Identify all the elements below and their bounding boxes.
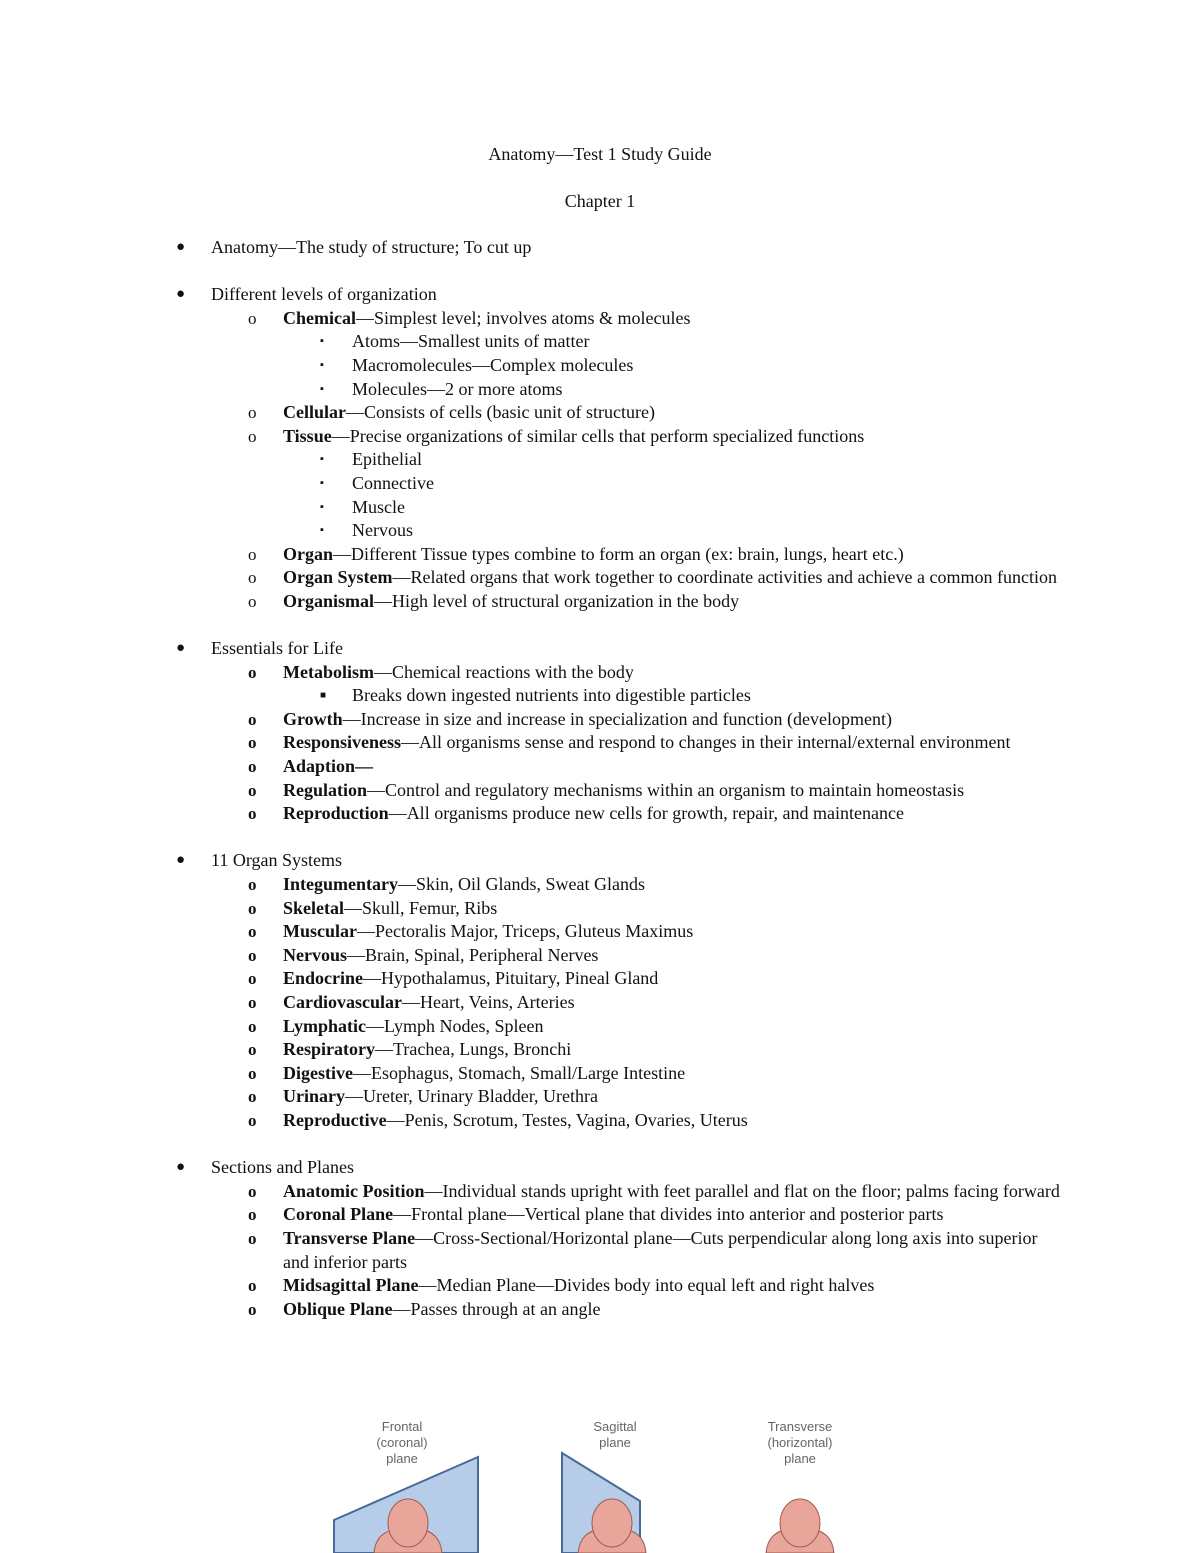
square-marker: ▪ <box>320 524 324 537</box>
outline-section <box>0 1156 1200 1321</box>
outline-item <box>0 944 1063 968</box>
item-term: Growth <box>283 708 343 729</box>
section-heading-text: Different levels of organization <box>211 284 437 305</box>
item-description: —Trachea, Lungs, Bronchi <box>374 1039 572 1060</box>
sub-item <box>0 472 1200 496</box>
section-heading-text: Sections and Planes <box>211 1157 354 1178</box>
section-heading-text: Essentials for Life <box>211 638 343 659</box>
item-term: Cardiovascular <box>283 992 402 1012</box>
circle-marker: o <box>248 568 257 588</box>
item-term: Coronal Plane <box>283 1204 394 1225</box>
square-marker: ▪ <box>320 358 324 371</box>
section-heading-text: Anatomy—The study of structure; To cut up <box>211 237 532 257</box>
square-marker: ■ <box>320 690 327 702</box>
frontal-label-2: (coronal) <box>376 1435 428 1450</box>
outline-item <box>0 543 1063 567</box>
outline-item <box>0 755 1063 779</box>
item-description: —Cross-Sectional/Horizontal plane—Cuts perpendicular along long axis into superior and inferior parts <box>283 1227 1038 1272</box>
circle-marker: o <box>248 1040 257 1060</box>
transverse-head-shape <box>766 1499 834 1553</box>
sagittal-label-2: plane <box>599 1435 631 1450</box>
item-term: Endocrine <box>283 968 364 989</box>
outline-item <box>0 1274 1063 1298</box>
circle-marker: o <box>248 591 257 611</box>
item-description: —Brain, Spinal, Peripheral Nerves <box>347 944 599 965</box>
item-term: Transverse Plane <box>283 1227 416 1248</box>
item-description: —All organisms sense and respond to changes in their internal/external environment <box>401 732 1011 753</box>
circle-marker: o <box>248 945 257 965</box>
outline-item <box>0 1015 1063 1039</box>
sagittal-plane-illustration <box>562 1419 646 1553</box>
square-marker: ▪ <box>320 335 324 348</box>
circle-marker: o <box>248 709 257 729</box>
square-marker: ▪ <box>320 382 324 395</box>
item-term: Regulation <box>283 779 368 800</box>
bullet-marker: ● <box>176 286 186 303</box>
item-description: —Chemical reactions with the body <box>373 661 634 682</box>
bullet-marker: ● <box>176 1159 186 1176</box>
circle-marker: o <box>248 1228 257 1248</box>
item-term: Nervous <box>283 944 347 965</box>
item-term: Organismal <box>283 590 375 611</box>
square-marker: ▪ <box>320 453 324 466</box>
outline-item <box>0 1109 1063 1133</box>
transverse-plane-illustration <box>766 1419 834 1553</box>
item-term: Urinary <box>283 1086 345 1107</box>
section-heading <box>0 637 1200 661</box>
item-description: —Different Tissue types combine to form an organ (ex: brain, lungs, heart etc.) <box>333 543 904 564</box>
item-term: Digestive <box>283 1062 353 1083</box>
circle-marker: o <box>248 804 257 824</box>
circle-marker: o <box>248 898 257 918</box>
transverse-label-3: plane <box>784 1451 816 1466</box>
item-term: Organ System <box>283 567 393 588</box>
section-heading <box>0 283 1200 307</box>
item-description: —Heart, Veins, Arteries <box>402 992 575 1012</box>
circle-marker: o <box>248 969 257 989</box>
frontal-label-3: plane <box>386 1451 418 1466</box>
item-term: Respiratory <box>283 1039 375 1060</box>
circle-marker: o <box>248 757 257 777</box>
circle-marker: o <box>248 733 257 753</box>
circle-marker: o <box>248 1181 257 1201</box>
sub-item <box>0 496 1200 520</box>
item-term: Midsagittal Plane <box>283 1275 419 1296</box>
item-description: —Median Plane—Divides body into equal left and right halves <box>418 1275 875 1296</box>
circle-marker: o <box>248 993 257 1012</box>
section-heading <box>0 1156 1200 1180</box>
circle-marker: o <box>248 426 257 446</box>
item-description: —Consists of cells (basic unit of structure) <box>346 402 655 423</box>
item-description: —Pectoralis Major, Triceps, Gluteus Maximus <box>357 921 694 942</box>
circle-marker: o <box>248 403 257 423</box>
circle-marker: o <box>248 1205 257 1225</box>
sub-item <box>0 378 1200 402</box>
item-description: —Related organs that work together to coordinate activities and achieve a common function <box>392 567 1057 588</box>
circle-marker: o <box>248 544 257 564</box>
transverse-label-1: Transverse <box>767 1419 833 1434</box>
outline-item <box>0 1298 1063 1322</box>
outline-item <box>0 920 1063 944</box>
item-term: Integumentary <box>283 874 398 895</box>
sub-item <box>0 684 1200 708</box>
item-description: —Skull, Femur, Ribs <box>344 897 498 918</box>
item-term: Cellular <box>283 402 346 423</box>
outline-section <box>0 283 1200 613</box>
section-heading <box>0 849 1200 873</box>
outline-item <box>0 1062 1063 1086</box>
section-heading <box>0 236 1200 260</box>
circle-marker: o <box>248 1087 257 1107</box>
item-description: —Penis, Scrotum, Testes, Vagina, Ovaries, Uterus <box>386 1109 748 1130</box>
item-description: —Simplest level; involves atoms & molecules <box>355 307 691 328</box>
circle-marker: o <box>248 1276 257 1296</box>
item-description: —Esophagus, Stomach, Small/Large Intestine <box>352 1062 686 1083</box>
sub-item-text: Molecules—2 or more atoms <box>352 378 563 399</box>
planes-figure <box>330 1415 940 1553</box>
sub-item <box>0 330 1200 354</box>
outline-section <box>0 637 1200 826</box>
outline-content <box>0 236 1200 1345</box>
outline-item <box>0 897 1063 921</box>
outline-item <box>0 307 1063 331</box>
square-marker: ▪ <box>320 500 324 513</box>
item-term: Responsiveness <box>283 732 402 753</box>
item-description: —All organisms produce new cells for growth, repair, and maintenance <box>388 803 904 824</box>
outline-item <box>0 1180 1063 1204</box>
outline-item <box>0 991 1063 1015</box>
sagittal-label-1: Sagittal <box>593 1419 637 1434</box>
item-term: Oblique Plane <box>283 1298 393 1319</box>
page-title: Anatomy—Test 1 Study Guide <box>488 144 712 164</box>
section-heading-text: 11 Organ Systems <box>211 850 343 871</box>
item-description: —Ureter, Urinary Bladder, Urethra <box>345 1086 598 1107</box>
sub-item-text: Macromolecules—Complex molecules <box>352 354 634 375</box>
outline-section <box>0 236 1200 260</box>
item-term: Chemical <box>283 307 356 328</box>
item-term: Tissue <box>283 425 332 446</box>
outline-item <box>0 731 1063 755</box>
outline-section <box>0 849 1200 1132</box>
sub-item-text: Breaks down ingested nutrients into digestible particles <box>352 685 751 706</box>
outline-item <box>0 779 1063 803</box>
circle-marker: o <box>248 780 257 800</box>
sub-item <box>0 519 1200 543</box>
sub-item-text: Nervous <box>352 520 413 541</box>
outline-item <box>0 566 1063 590</box>
outline-item <box>0 590 1063 614</box>
outline-item <box>0 1227 1063 1274</box>
outline-item <box>0 873 1063 897</box>
sub-item <box>0 354 1200 378</box>
sub-item-text: Epithelial <box>352 449 422 470</box>
item-term: Skeletal <box>283 897 344 918</box>
outline-item <box>0 708 1063 732</box>
item-description: —Individual stands upright with feet parallel and flat on the floor; palms facing forward <box>424 1180 1060 1201</box>
outline-item <box>0 802 1063 826</box>
item-description: —Skin, Oil Glands, Sweat Glands <box>398 874 645 895</box>
circle-marker: o <box>248 1016 257 1036</box>
item-description: —Frontal plane—Vertical plane that divides into anterior and posterior parts <box>393 1204 944 1225</box>
item-term: Lymphatic <box>283 1015 367 1036</box>
item-term: Adaption— <box>283 756 374 777</box>
circle-marker: o <box>248 875 257 895</box>
outline-item <box>0 1203 1063 1227</box>
item-term: Anatomic Position <box>283 1180 425 1201</box>
item-term: Organ <box>283 543 334 564</box>
circle-marker: o <box>248 922 257 942</box>
outline-item <box>0 1038 1063 1062</box>
square-marker: ▪ <box>320 476 324 489</box>
outline-item <box>0 401 1063 425</box>
sub-item-text: Atoms—Smallest units of matter <box>352 331 590 352</box>
item-description: —Lymph Nodes, Spleen <box>366 1015 544 1036</box>
circle-marker: o <box>248 662 257 682</box>
item-term: Muscular <box>283 921 357 942</box>
item-term: Metabolism <box>283 661 374 682</box>
sub-item-text: Muscle <box>352 496 405 517</box>
transverse-label-2: (horizontal) <box>767 1435 833 1450</box>
item-description: —High level of structural organization in the body <box>374 590 740 611</box>
outline-item <box>0 1085 1063 1109</box>
item-description: —Hypothalamus, Pituitary, Pineal Gland <box>363 968 659 989</box>
bullet-marker: ● <box>176 640 186 657</box>
sub-item <box>0 448 1200 472</box>
circle-marker: o <box>248 1299 257 1319</box>
bullet-marker: ● <box>176 239 186 255</box>
circle-marker: o <box>248 308 257 328</box>
outline-item <box>0 661 1063 685</box>
outline-item <box>0 425 1063 449</box>
item-description: —Precise organizations of similar cells that perform specialized functions <box>331 425 865 446</box>
frontal-plane-illustration <box>334 1419 478 1553</box>
item-term: Reproductive <box>283 1109 387 1130</box>
circle-marker: o <box>248 1110 257 1130</box>
sub-item-text: Connective <box>352 472 434 493</box>
item-term: Reproduction <box>283 803 389 824</box>
circle-marker: o <box>248 1063 257 1083</box>
outline-item <box>0 967 1063 991</box>
item-description: —Control and regulatory mechanisms within an organism to maintain homeostasis <box>367 779 965 800</box>
frontal-label-1: Frontal <box>381 1419 423 1434</box>
item-description: —Increase in size and increase in specialization and function (development) <box>342 708 892 729</box>
bullet-marker: ● <box>176 852 186 869</box>
item-description: —Passes through at an angle <box>392 1298 601 1319</box>
chapter-heading: Chapter 1 <box>564 191 636 211</box>
